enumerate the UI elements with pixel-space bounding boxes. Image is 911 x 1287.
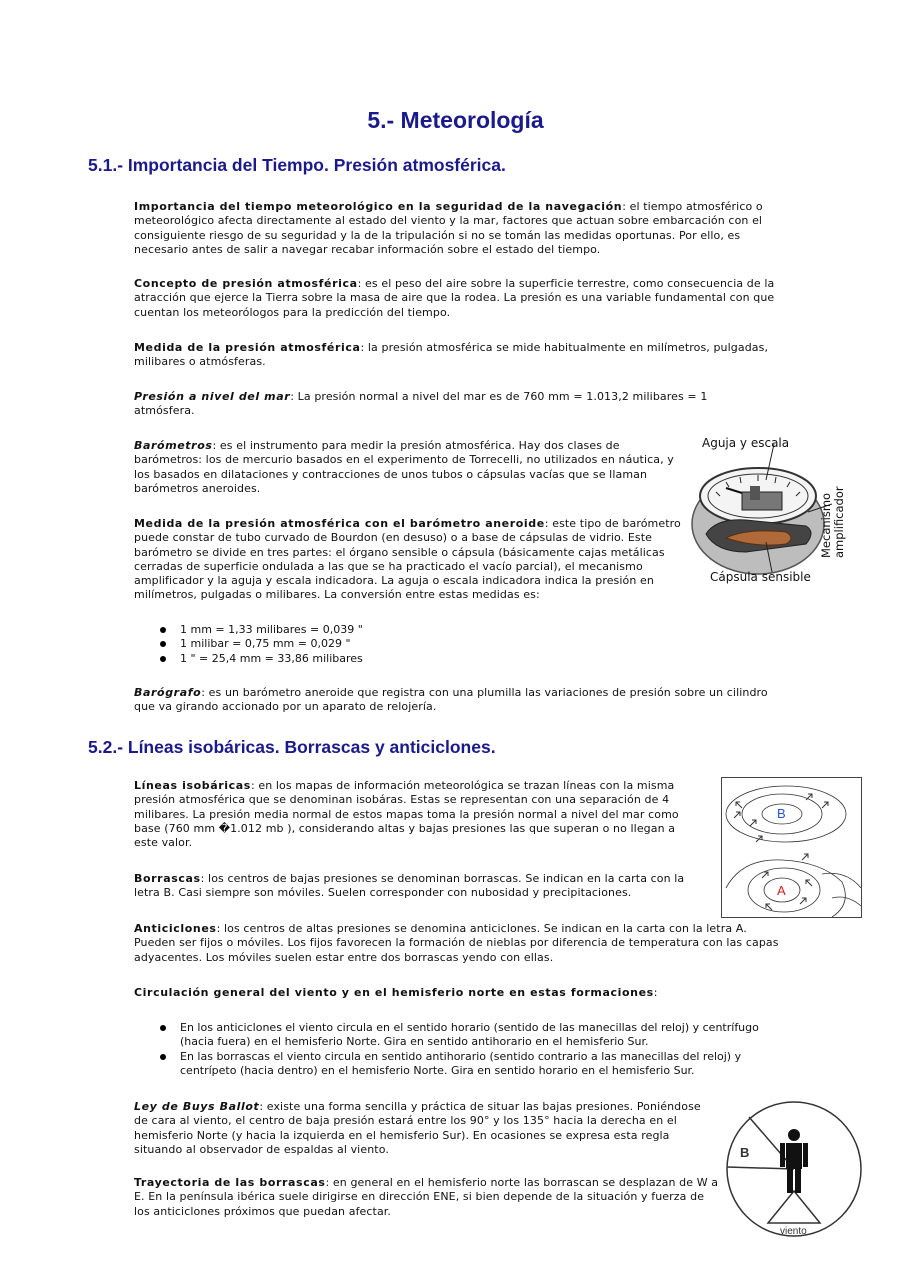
section-heading-1: 5.1.- Importancia del Tiempo. Presión atmosférica. — [88, 155, 506, 175]
text: : los centros de altas presiones se denomina anticiclones. Se indican en la carta con la letra A. Pueden ser fijos o móviles. Los fijos favorecen la formación de nieblas por diferencia de temperatura con las capas adyacentes. Los móviles suelen estar entre dos borrascas yendo con ellas. — [134, 922, 779, 964]
term: Medida de la presión atmosférica — [134, 341, 361, 354]
term: Ley de Buys Ballot — [134, 1100, 260, 1113]
list-item: 1 mm = 1,33 milibares = 0,039 " — [134, 623, 734, 637]
text: : el tiempo atmosférico o meteorológico afecta directamente al estado del viento y la mar, factores que actuan sobre embarcación con el consiguiente riesgo de su seguridad y la de la tripulación si no se tomán las medidas oportunas. Por ello, es necesario antes de salir a navegar recabar información sobre el estado del tiempo. — [134, 200, 763, 256]
wind-label: viento — [780, 1226, 807, 1237]
term: Concepto de presión atmosférica — [134, 277, 358, 290]
aneroid-barometer-figure — [686, 434, 860, 590]
text: : los centros de bajas presiones se denominan borrascas. Se indican en la carta con la letra B. Casi siempre son móviles. Suelen corresponder con nubosidad y precipitaciones. — [134, 872, 685, 900]
buys-ballot-figure — [724, 1099, 864, 1239]
paragraph-trayectoria — [134, 1176, 722, 1219]
term: Anticiclones — [134, 922, 217, 935]
paragraph-circulacion — [134, 986, 779, 1000]
text: : en los mapas de información meteorológica se trazan líneas con la misma presión atmosférica que se denominan isobáras. Estas se representan con una separación de 4 milibares. La presión media normal de estos mapas toma la presión normal a nivel del mar como base (760 mm �1.012 mb ), considerando altas y bajas presiones las que superan o no llegan a este valor. — [134, 779, 679, 850]
isobar-map — [722, 778, 861, 917]
conversion-list — [134, 623, 734, 666]
isobar-map-figure — [721, 777, 862, 918]
list-item: En las borrascas el viento circula en sentido antihorario (sentido contrario a las manecillas del reloj) y centrípeto (hacia dentro) en el hemisferio Norte. Gira en sentido horario en el hemisferio Sur. — [134, 1050, 774, 1079]
term: Líneas isobáricas — [134, 779, 251, 792]
low-pressure-letter: B — [777, 806, 786, 821]
list-item: En los anticiclones el viento circula en el sentido horario (sentido de las manecillas del reloj) y centrífugo (hacia fuera) en el hemisferio Norte. Gira en sentido antihorario en el hemisferio Sur. — [134, 1021, 774, 1050]
text: : es el instrumento para medir la presión atmosférica. Hay dos clases de barómetros: los de mercurio basados en el experimento de Torrecelli, no utilizados en náutica, y los basados en dilataciones y contracciones de unos tubos o cápsulas vacías que se llaman barómetros aneroides. — [134, 439, 674, 495]
list-item: 1 " = 25,4 mm = 33,86 milibares — [134, 652, 734, 666]
paragraph-isobaricas — [134, 779, 699, 850]
text: : es el peso del aire sobre la superficie terrestre, como consecuencia de la atracción que ejerce la Tierra sobre la masa de aire que la rodea. La presión es una variable fundamental con que cuentan los meteorólogos para la predicción del tiempo. — [134, 277, 775, 319]
term: Barógrafo — [134, 686, 202, 699]
text: : la presión atmosférica se mide habitualmente en milímetros, pulgadas, milibares o atmósferas. — [134, 341, 769, 369]
low-pressure-letter: B — [740, 1145, 750, 1160]
term: Borrascas — [134, 872, 201, 885]
term: Presión a nivel del mar — [134, 390, 291, 403]
figure-label-mechanism: Mecanismo amplificador — [819, 486, 846, 558]
paragraph-presion-mar — [134, 390, 724, 419]
buys-ballot-diagram — [724, 1099, 864, 1239]
paragraph-borrascas — [134, 872, 704, 901]
paragraph-barografo — [134, 686, 779, 715]
term: Trayectoria de las borrascas — [134, 1176, 326, 1189]
text: : existe una forma sencilla y práctica de situar las bajas presiones. Poniéndose de cara al viento, el centro de baja presión estará entre los 90° y los 135° hacia la derecha en el hemisferio Norte (y hacia la izquierda en el hemisferio Sur). En ocasiones se expresa esta regla situando al observador de espaldas al viento. — [134, 1100, 701, 1156]
paragraph-importancia — [134, 200, 779, 257]
paragraph-anticiclones — [134, 922, 779, 965]
term: Circulación general del viento y en el hemisferio norte en estas formaciones — [134, 986, 654, 999]
text: : en general en el hemisferio norte las borrascan se desplazan de W a E. En la península ibérica suele dirigirse en dirección ENE, si bien depende de la situación y fuerza de los anticiclones próximos que puedan afectar. — [134, 1176, 719, 1218]
circulation-list — [134, 1021, 774, 1078]
paragraph-concepto — [134, 277, 779, 320]
high-pressure-letter: A — [777, 883, 786, 898]
paragraph-buys-ballot — [134, 1100, 714, 1157]
term: Barómetros — [134, 439, 213, 452]
text: : este tipo de barómetro puede constar de tubo curvado de Bourdon (en desuso) o a base de cápsulas de vidrio. Este barómetro se divide en tres partes: el órgano sensible o cápsula (básicamente cajas metálicas cerradas de superficie ondulada a las que se ha practicado el vacío parcial), el mecanismo amplificador y la aguja y escala indicadora. La aguja o escala indicadora indica la presión en milímetros, pulgadas o milibares. La conversión entre estas medidas es: — [134, 517, 681, 602]
paragraph-barometros — [134, 439, 684, 496]
paragraph-medida — [134, 341, 779, 370]
term: Medida de la presión atmosférica con el barómetro aneroide — [134, 517, 545, 530]
section-heading-2: 5.2.- Líneas isobáricas. Borrascas y anticiclones. — [88, 737, 496, 757]
text: : es un barómetro aneroide que registra con una plumilla las variaciones de presión sobre un cilindro que va girando accionado por un aparato de relojería. — [134, 686, 768, 714]
figure-label-capsule: Cápsula sensible — [710, 570, 811, 584]
text: : — [653, 986, 658, 999]
paragraph-aneroide — [134, 517, 684, 603]
page-title: 5.- Meteorología — [367, 107, 544, 133]
text: : La presión normal a nivel del mar es de 760 mm = 1.013,2 milibares = 1 atmósfera. — [134, 390, 708, 418]
term: Importancia del tiempo meteorológico en la seguridad de la navegación — [134, 200, 623, 213]
figure-label-needle: Aguja y escala — [702, 436, 790, 450]
list-item: 1 milibar = 0,75 mm = 0,029 " — [134, 637, 734, 651]
